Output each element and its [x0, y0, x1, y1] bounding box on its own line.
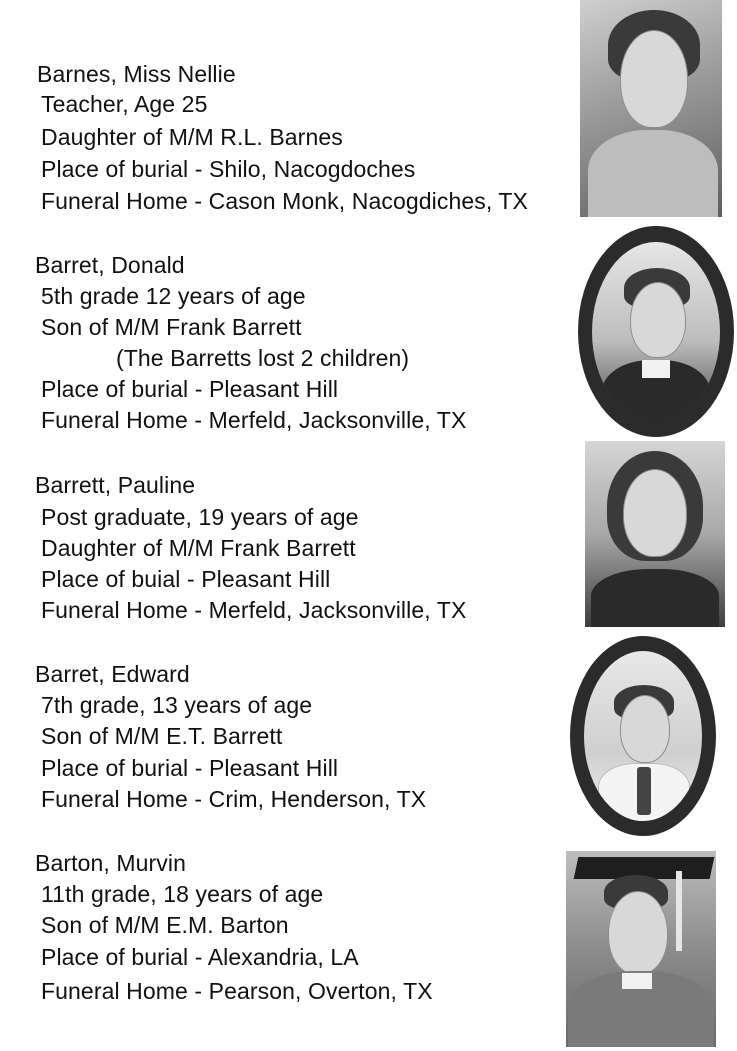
entry-grade-age: 7th grade, 13 years of age — [41, 692, 313, 718]
entry-funeral-home: Funeral Home - Merfeld, Jacksonville, TX — [41, 597, 467, 623]
entry-grade-age: 5th grade 12 years of age — [41, 283, 306, 309]
entry-burial: Place of burial - Alexandria, LA — [41, 944, 359, 970]
entry-note: (The Barretts lost 2 children) — [116, 345, 410, 371]
entry-name-barret-donald: Barret, Donald — [35, 252, 185, 278]
portrait-photo-barrett-pauline — [585, 441, 725, 627]
portrait-photo-barret-edward — [570, 636, 716, 836]
entry-funeral-home: Funeral Home - Merfeld, Jacksonville, TX — [41, 407, 467, 433]
entry-name-barrett-pauline: Barrett, Pauline — [35, 472, 196, 498]
entry-burial: Place of buial - Pleasant Hill — [41, 566, 331, 592]
entry-parents: Son of M/M Frank Barrett — [41, 314, 302, 340]
entry-funeral-home: Funeral Home - Pearson, Overton, TX — [41, 978, 433, 1004]
entry-burial: Place of burial - Shilo, Nacogdoches — [41, 156, 416, 182]
entry-funeral-home: Funeral Home - Cason Monk, Nacogdiches, TX — [41, 188, 528, 214]
entry-name-barton-murvin: Barton, Murvin — [35, 850, 186, 876]
portrait-photo-barton-murvin — [566, 851, 716, 1047]
entry-funeral-home: Funeral Home - Crim, Henderson, TX — [41, 786, 427, 812]
entry-burial: Place of burial - Pleasant Hill — [41, 755, 339, 781]
entry-burial: Place of burial - Pleasant Hill — [41, 376, 339, 402]
entry-grade-age: Post graduate, 19 years of age — [41, 504, 359, 530]
entry-parents: Son of M/M E.M. Barton — [41, 912, 289, 938]
entry-occupation: Teacher, Age 25 — [41, 91, 208, 117]
entry-parents: Daughter of M/M Frank Barrett — [41, 535, 356, 561]
entry-parents: Son of M/M E.T. Barrett — [41, 723, 283, 749]
portrait-photo-barnes — [580, 0, 722, 217]
entry-grade-age: 11th grade, 18 years of age — [41, 881, 324, 907]
entry-parents: Daughter of M/M R.L. Barnes — [41, 124, 343, 150]
entry-name-barnes: Barnes, Miss Nellie — [37, 61, 236, 87]
portrait-photo-barret-donald — [578, 226, 734, 437]
entry-name-barret-edward: Barret, Edward — [35, 661, 190, 687]
